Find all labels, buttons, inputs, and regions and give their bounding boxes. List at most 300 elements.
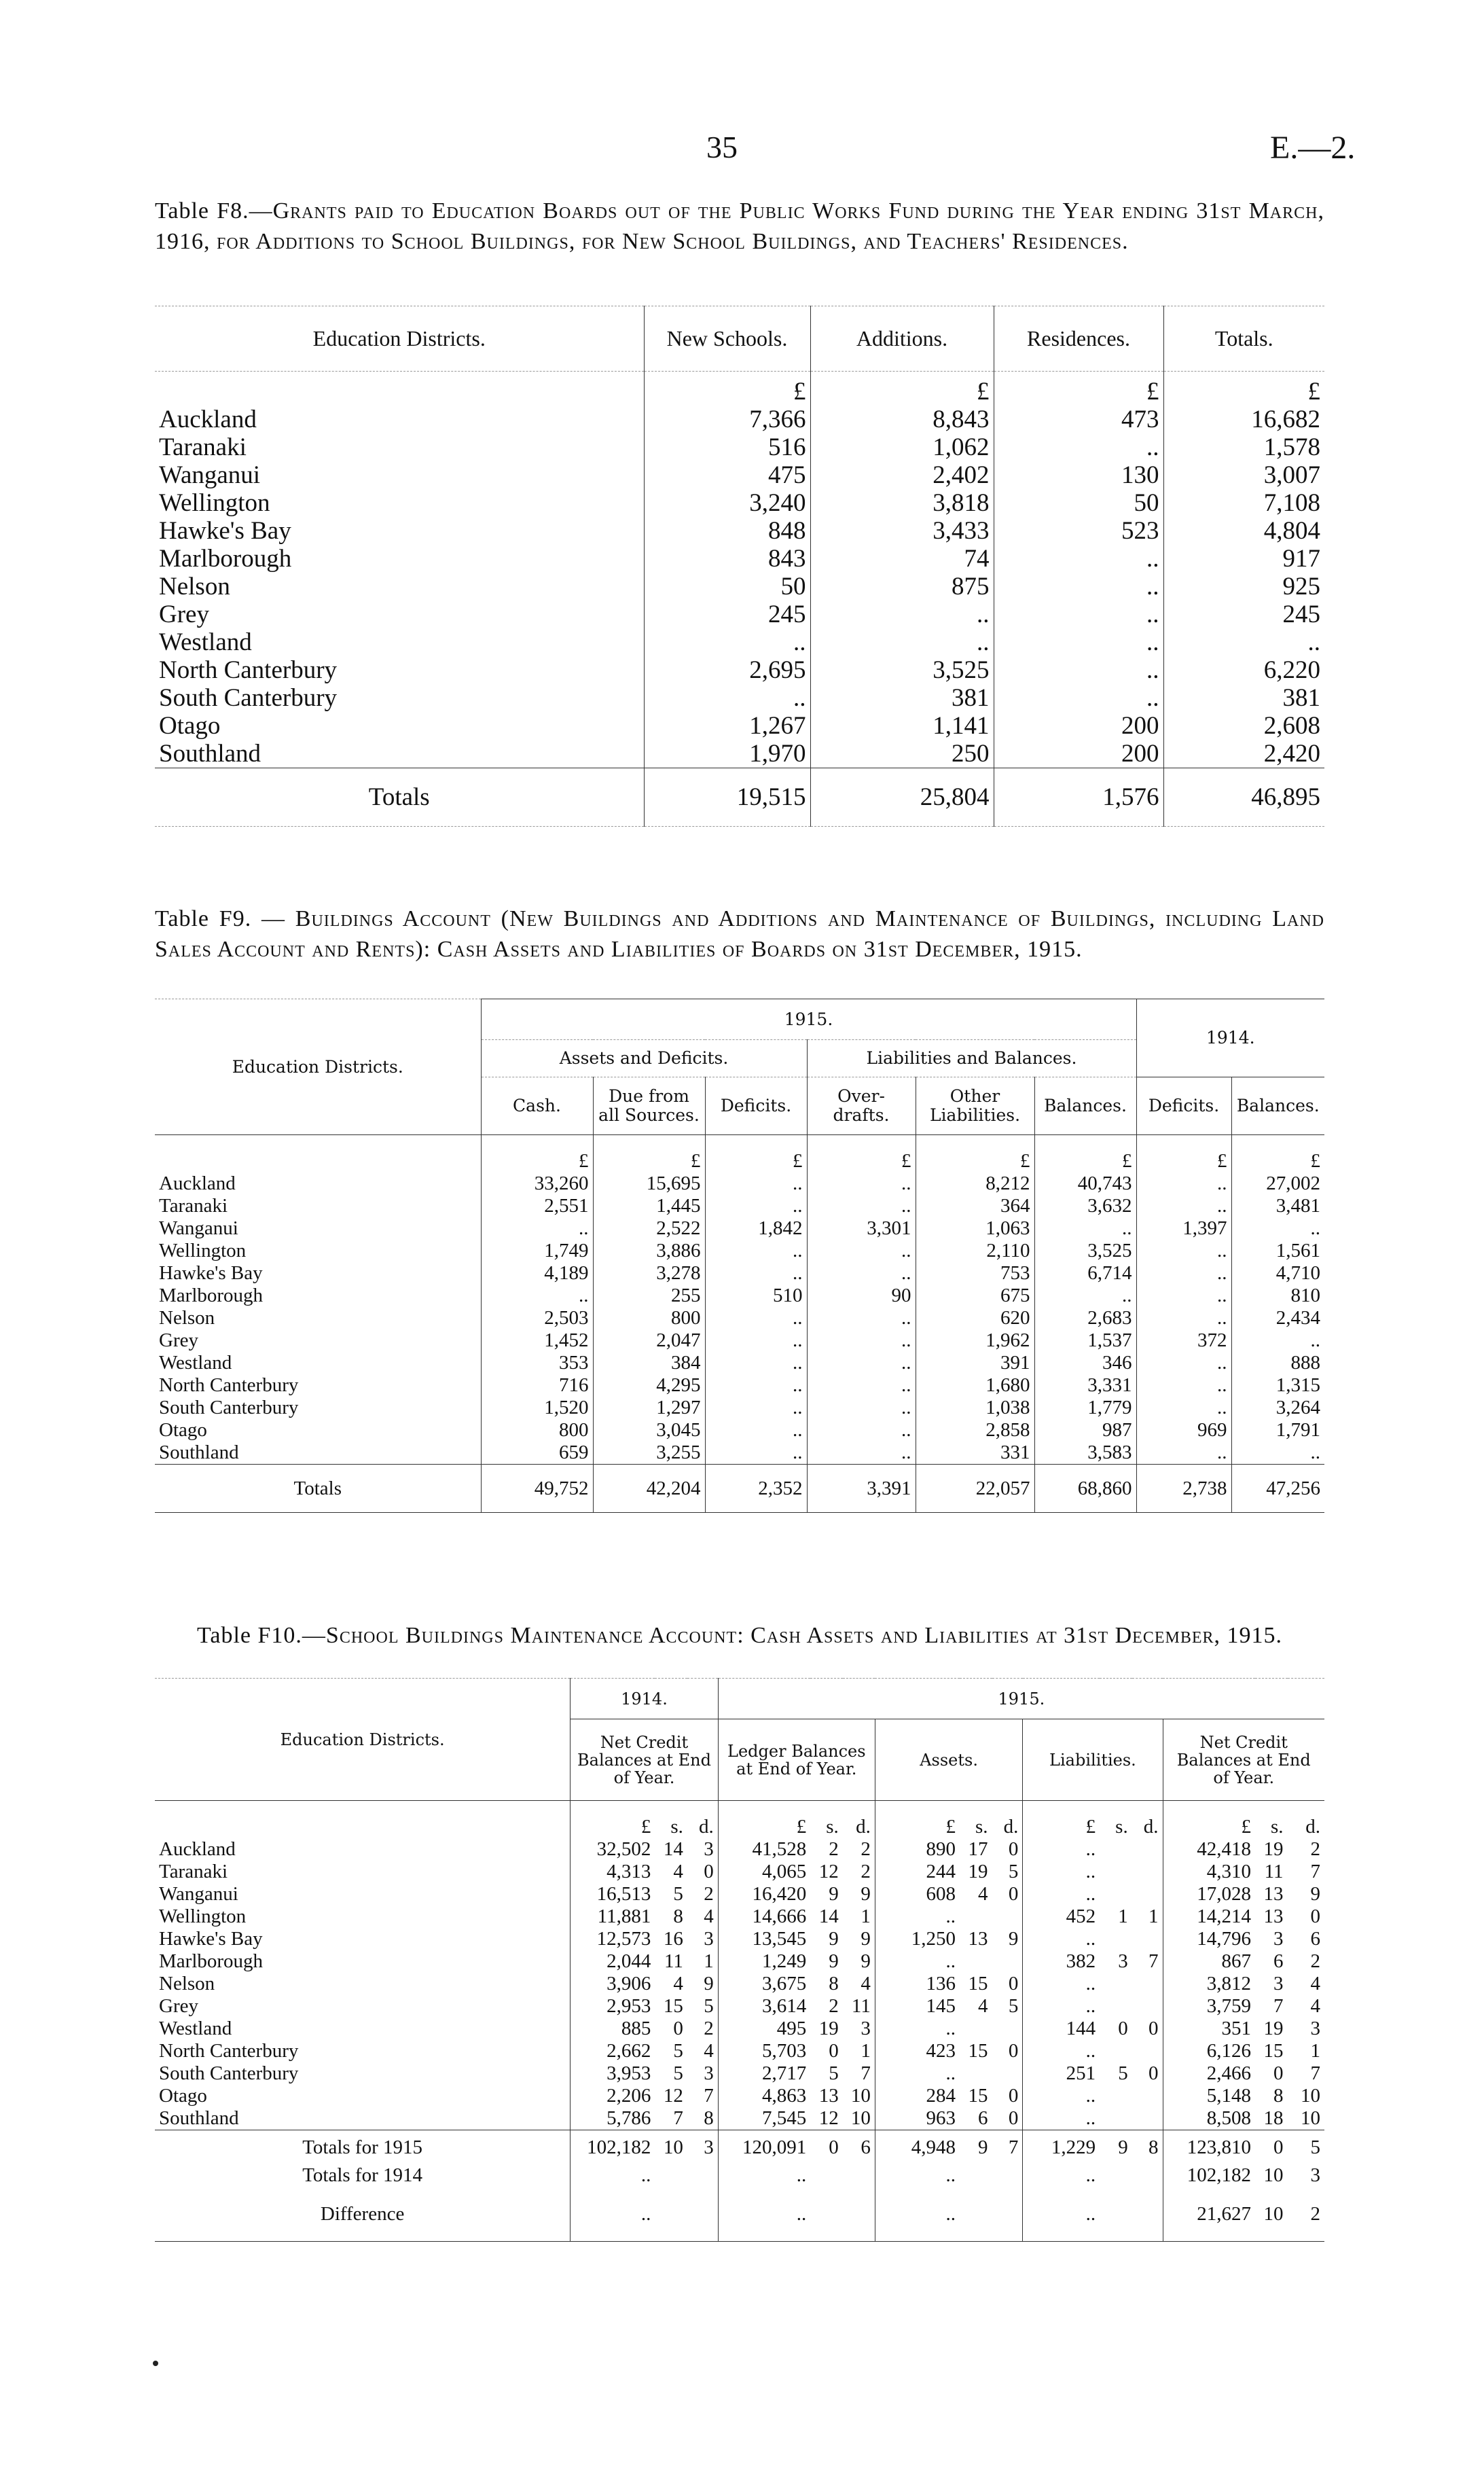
amount-cell: .. bbox=[994, 433, 1163, 461]
summary-cell: .. bbox=[571, 2164, 655, 2187]
amount-cell: 2 bbox=[1310, 1838, 1320, 1860]
amount-cell: 0 bbox=[1008, 2085, 1019, 2107]
district-name: North Canterbury bbox=[159, 2040, 299, 2062]
summary-cell: 1,229 bbox=[1023, 2130, 1100, 2165]
amount-cell: 2,402 bbox=[810, 461, 994, 489]
table-row bbox=[155, 517, 1324, 545]
amount-cell: 5 bbox=[673, 2040, 683, 2062]
amount-cell: 5,786 bbox=[571, 2107, 655, 2130]
amount-cell: 0 bbox=[1148, 2018, 1159, 2039]
table-f8-title: —Grants paid to Education Boards out of the Public Works Fund during the Year ending 31st March, 1916, for Additions to School Buildings, for New School Buildings, and Teachers' Residences. bbox=[155, 198, 1324, 254]
amount-cell: .. bbox=[1023, 2040, 1100, 2062]
amount-cell: 3,240 bbox=[644, 489, 810, 517]
amount-cell: 353 bbox=[481, 1352, 593, 1374]
district-name: Marlborough bbox=[159, 1950, 264, 1972]
amount-cell: 8,843 bbox=[810, 406, 994, 433]
amount-cell: 8 bbox=[673, 1905, 683, 1927]
table-f8 bbox=[155, 306, 1324, 827]
amount-cell: 144 bbox=[1023, 2018, 1100, 2040]
amount-cell: .. bbox=[1023, 1995, 1100, 2018]
amount-cell: .. bbox=[705, 1240, 807, 1262]
table-row bbox=[155, 1173, 1324, 1195]
amount-cell: 9 bbox=[704, 1973, 714, 1994]
amount-cell bbox=[1100, 2107, 1132, 2130]
summary-cell: 9 bbox=[960, 2130, 992, 2165]
amount-cell: .. bbox=[1136, 1240, 1231, 1262]
amount-cell: 9 bbox=[829, 1928, 839, 1950]
amount-cell: .. bbox=[1034, 1217, 1136, 1240]
table-row bbox=[155, 1861, 1324, 1883]
amount-cell: .. bbox=[994, 684, 1163, 712]
amount-cell: .. bbox=[807, 1419, 916, 1442]
amount-cell: 5,148 bbox=[1163, 2085, 1255, 2107]
amount-cell: 16 bbox=[663, 1928, 683, 1950]
summary-cell bbox=[1132, 2164, 1163, 2187]
amount-cell: 14 bbox=[663, 1838, 683, 1860]
amount-cell: .. bbox=[644, 628, 810, 656]
f9-column-header: Other Liabilities. bbox=[916, 1077, 1034, 1135]
amount-cell: 1 bbox=[1118, 1905, 1128, 1927]
lsd-label: d. bbox=[699, 1816, 714, 1838]
amount-cell: 12 bbox=[818, 2107, 839, 2129]
lsd-label: £ bbox=[875, 1801, 960, 1839]
amount-cell: .. bbox=[705, 1374, 807, 1397]
amount-cell: 8 bbox=[1273, 2085, 1284, 2107]
amount-cell: 867 bbox=[1163, 1950, 1255, 1973]
amount-cell: 4 bbox=[978, 1883, 988, 1905]
district-name: Wanganui bbox=[159, 461, 261, 489]
summary-row bbox=[155, 2130, 1324, 2165]
summary-row bbox=[155, 2187, 1324, 2242]
table-row bbox=[155, 740, 1324, 768]
lsd-label: s. bbox=[826, 1816, 839, 1838]
district-name: Southland bbox=[159, 2107, 239, 2129]
amount-cell: .. bbox=[644, 684, 810, 712]
amount-cell: 40,743 bbox=[1034, 1173, 1136, 1195]
amount-cell: 3,433 bbox=[810, 517, 994, 545]
amount-cell: 0 bbox=[1008, 2107, 1019, 2129]
district-name: Grey bbox=[159, 1995, 198, 2017]
amount-cell: 136 bbox=[875, 1973, 960, 1995]
amount-cell: 5 bbox=[829, 2062, 839, 2084]
amount-cell: 523 bbox=[994, 517, 1163, 545]
totals-row bbox=[155, 768, 1324, 827]
amount-cell: 917 bbox=[1163, 545, 1324, 573]
amount-cell: .. bbox=[807, 1352, 916, 1374]
amount-cell: 1,680 bbox=[916, 1374, 1034, 1397]
district-name: Wellington bbox=[159, 1240, 247, 1262]
amount-cell: .. bbox=[705, 1307, 807, 1329]
amount-cell: 200 bbox=[994, 740, 1163, 768]
table-row bbox=[155, 1950, 1324, 1973]
total-cell: 3,391 bbox=[807, 1465, 916, 1513]
f10-column-header: Net Credit Balances at End of Year. bbox=[1163, 1719, 1324, 1801]
amount-cell: 15 bbox=[968, 2085, 988, 2107]
amount-cell: .. bbox=[994, 628, 1163, 656]
district-name: North Canterbury bbox=[159, 1374, 299, 1396]
table-row bbox=[155, 433, 1324, 461]
amount-cell: 4 bbox=[673, 1973, 683, 1994]
amount-cell: 7,108 bbox=[1163, 489, 1324, 517]
district-name: North Canterbury bbox=[159, 656, 338, 684]
district-name: Otago bbox=[159, 712, 221, 740]
summary-cell: 123,810 bbox=[1163, 2130, 1255, 2165]
amount-cell bbox=[1132, 1861, 1163, 1883]
amount-cell: .. bbox=[875, 2018, 960, 2040]
amount-cell: .. bbox=[705, 1397, 807, 1419]
amount-cell: 6,220 bbox=[1163, 656, 1324, 684]
amount-cell: 9 bbox=[861, 1928, 871, 1950]
amount-cell: 1,452 bbox=[481, 1329, 593, 1352]
amount-cell: 3,264 bbox=[1231, 1397, 1324, 1419]
amount-cell: .. bbox=[807, 1195, 916, 1217]
amount-cell: 810 bbox=[1231, 1285, 1324, 1307]
amount-cell: 19 bbox=[818, 2018, 839, 2039]
amount-cell: .. bbox=[481, 1217, 593, 1240]
f10-header-districts: Education Districts. bbox=[155, 1679, 571, 1801]
amount-cell: 42,418 bbox=[1163, 1838, 1255, 1861]
lsd-label: £ bbox=[1023, 1801, 1100, 1839]
table-row bbox=[155, 406, 1324, 433]
amount-cell: 620 bbox=[916, 1307, 1034, 1329]
district-name: Westland bbox=[159, 2018, 232, 2039]
lsd-label: £ bbox=[1163, 1801, 1255, 1839]
summary-cell: .. bbox=[1023, 2164, 1100, 2187]
amount-cell: 2,662 bbox=[571, 2040, 655, 2062]
totals-label: Totals bbox=[155, 768, 644, 827]
amount-cell bbox=[960, 2062, 992, 2085]
currency-label: £ bbox=[593, 1135, 705, 1173]
currency-label: £ bbox=[1136, 1135, 1231, 1173]
district-name: Westland bbox=[159, 628, 252, 656]
amount-cell: 13 bbox=[1263, 1883, 1284, 1905]
amount-cell: 3,525 bbox=[810, 656, 994, 684]
amount-cell: 888 bbox=[1231, 1352, 1324, 1374]
f10-header-1915: 1915. bbox=[718, 1679, 1324, 1719]
total-cell: 49,752 bbox=[481, 1465, 593, 1513]
amount-cell: 3 bbox=[1118, 1950, 1128, 1972]
district-name: Southland bbox=[159, 1442, 239, 1463]
amount-cell: .. bbox=[705, 1329, 807, 1352]
amount-cell: 27,002 bbox=[1231, 1173, 1324, 1195]
total-cell: 25,804 bbox=[810, 768, 994, 827]
table-row bbox=[155, 2062, 1324, 2085]
amount-cell bbox=[1132, 2107, 1163, 2130]
amount-cell: 3 bbox=[1273, 1973, 1284, 1994]
amount-cell: .. bbox=[1034, 1285, 1136, 1307]
f9-header-districts: Education Districts. bbox=[155, 999, 481, 1135]
header-totals: Totals. bbox=[1163, 306, 1324, 372]
amount-cell: .. bbox=[807, 1262, 916, 1285]
amount-cell: 3,812 bbox=[1163, 1973, 1255, 1995]
amount-cell: 10 bbox=[1301, 2107, 1320, 2129]
amount-cell: 1,749 bbox=[481, 1240, 593, 1262]
amount-cell: 1,038 bbox=[916, 1397, 1034, 1419]
amount-cell: .. bbox=[705, 1442, 807, 1465]
district-name: Taranaki bbox=[159, 433, 247, 461]
summary-cell: 4,948 bbox=[875, 2130, 960, 2165]
header-additions: Additions. bbox=[810, 306, 994, 372]
amount-cell: 9 bbox=[829, 1950, 839, 1972]
summary-cell: 120,091 bbox=[718, 2130, 810, 2165]
amount-cell: 200 bbox=[994, 712, 1163, 740]
table-row bbox=[155, 461, 1324, 489]
f10-column-header: Net Credit Balances at End of Year. bbox=[571, 1719, 719, 1801]
amount-cell: .. bbox=[875, 1905, 960, 1928]
amount-cell: 0 bbox=[1148, 2062, 1159, 2084]
amount-cell: 19 bbox=[1263, 2018, 1284, 2039]
amount-cell: 1 bbox=[704, 1950, 714, 1972]
amount-cell: 12,573 bbox=[571, 1928, 655, 1950]
amount-cell: 3,675 bbox=[718, 1973, 810, 1995]
summary-cell: .. bbox=[571, 2187, 655, 2242]
amount-cell: 0 bbox=[1273, 2062, 1284, 2084]
f10-column-header: Ledger Balances at End of Year. bbox=[718, 1719, 875, 1801]
table-row bbox=[155, 1397, 1324, 1419]
amount-cell: .. bbox=[1136, 1173, 1231, 1195]
summary-row bbox=[155, 2164, 1324, 2187]
amount-cell: 1,537 bbox=[1034, 1329, 1136, 1352]
totals-row bbox=[155, 1465, 1324, 1513]
amount-cell: .. bbox=[807, 1374, 916, 1397]
amount-cell: 5,703 bbox=[718, 2040, 810, 2062]
amount-cell: 1,397 bbox=[1136, 1217, 1231, 1240]
amount-cell: 2 bbox=[829, 1995, 839, 2017]
amount-cell: 2,953 bbox=[571, 1995, 655, 2018]
amount-cell: 331 bbox=[916, 1442, 1034, 1465]
currency-label: £ bbox=[807, 1135, 916, 1173]
district-name: Nelson bbox=[159, 573, 230, 601]
summary-cell: 10 bbox=[1263, 2164, 1284, 2186]
summary-cell bbox=[1132, 2187, 1163, 2242]
amount-cell: 716 bbox=[481, 1374, 593, 1397]
amount-cell: 800 bbox=[481, 1419, 593, 1442]
amount-cell: 32,502 bbox=[571, 1838, 655, 1861]
amount-cell: .. bbox=[875, 2062, 960, 2085]
amount-cell: 1,791 bbox=[1231, 1419, 1324, 1442]
table-row bbox=[155, 1307, 1324, 1329]
amount-cell: 1,250 bbox=[875, 1928, 960, 1950]
amount-cell: .. bbox=[807, 1397, 916, 1419]
amount-cell: 3,301 bbox=[807, 1217, 916, 1240]
f9-column-header: Balances. bbox=[1034, 1077, 1136, 1135]
amount-cell: 90 bbox=[807, 1285, 916, 1307]
amount-cell: 14 bbox=[818, 1905, 839, 1927]
summary-cell: .. bbox=[718, 2164, 810, 2187]
amount-cell: 17 bbox=[968, 1838, 988, 1860]
amount-cell: 2 bbox=[861, 1838, 871, 1860]
amount-cell: 50 bbox=[644, 573, 810, 601]
table-row bbox=[155, 1995, 1324, 2018]
amount-cell: 7 bbox=[861, 2062, 871, 2084]
f9-column-header: Cash. bbox=[481, 1077, 593, 1135]
summary-cell: 0 bbox=[810, 2130, 843, 2165]
total-cell: 42,204 bbox=[593, 1465, 705, 1513]
amount-cell: 18 bbox=[1263, 2107, 1284, 2129]
f10-column-header: Assets. bbox=[875, 1719, 1023, 1801]
amount-cell: .. bbox=[1023, 1861, 1100, 1883]
amount-cell: 2,551 bbox=[481, 1195, 593, 1217]
summary-label: Difference bbox=[155, 2187, 571, 2242]
amount-cell: 3,007 bbox=[1163, 461, 1324, 489]
summary-cell: 2 bbox=[1288, 2187, 1324, 2242]
district-name: South Canterbury bbox=[159, 684, 338, 712]
amount-cell bbox=[1100, 1995, 1132, 2018]
amount-cell: 5 bbox=[704, 1995, 714, 2017]
amount-cell: 9 bbox=[829, 1883, 839, 1905]
total-cell: 1,576 bbox=[994, 768, 1163, 827]
amount-cell: 41,528 bbox=[718, 1838, 810, 1861]
amount-cell: 1,249 bbox=[718, 1950, 810, 1973]
amount-cell: 130 bbox=[994, 461, 1163, 489]
amount-cell: 1,779 bbox=[1034, 1397, 1136, 1419]
summary-cell: 6 bbox=[843, 2130, 875, 2165]
amount-cell: 0 bbox=[1008, 2040, 1019, 2062]
amount-cell: 0 bbox=[1310, 1905, 1320, 1927]
amount-cell: .. bbox=[1136, 1374, 1231, 1397]
amount-cell: 1,970 bbox=[644, 740, 810, 768]
amount-cell: 2,434 bbox=[1231, 1307, 1324, 1329]
summary-cell: 3 bbox=[1310, 2164, 1320, 2186]
amount-cell: 3,886 bbox=[593, 1240, 705, 1262]
amount-cell: 0 bbox=[673, 2018, 683, 2039]
header-residences: Residences. bbox=[994, 306, 1163, 372]
amount-cell: 12 bbox=[663, 2085, 683, 2107]
amount-cell: 925 bbox=[1163, 573, 1324, 601]
table-row bbox=[155, 2107, 1324, 2130]
amount-cell: 13 bbox=[818, 2085, 839, 2107]
summary-label: Totals for 1915 bbox=[155, 2130, 571, 2165]
f9-header-assets: Assets and Deficits. bbox=[481, 1040, 807, 1077]
amount-cell: .. bbox=[1163, 628, 1324, 656]
amount-cell: 516 bbox=[644, 433, 810, 461]
amount-cell: 473 bbox=[994, 406, 1163, 433]
amount-cell: 510 bbox=[705, 1285, 807, 1307]
amount-cell bbox=[1132, 1973, 1163, 1995]
district-name: Wanganui bbox=[159, 1883, 238, 1905]
amount-cell: 4 bbox=[978, 1995, 988, 2017]
amount-cell: 1,561 bbox=[1231, 1240, 1324, 1262]
stray-mark bbox=[153, 2361, 158, 2366]
currency-label: £ bbox=[1163, 372, 1324, 406]
table-f9 bbox=[155, 999, 1324, 1513]
lsd-label: d. bbox=[1003, 1816, 1019, 1838]
amount-cell: 2,503 bbox=[481, 1307, 593, 1329]
amount-cell: 885 bbox=[571, 2018, 655, 2040]
table-row bbox=[155, 1442, 1324, 1465]
summary-cell: 10 bbox=[1255, 2187, 1288, 2242]
amount-cell bbox=[1100, 1861, 1132, 1883]
amount-cell: 4,310 bbox=[1163, 1861, 1255, 1883]
total-cell: 22,057 bbox=[916, 1465, 1034, 1513]
summary-cell bbox=[992, 2187, 1023, 2242]
amount-cell: 382 bbox=[1023, 1950, 1100, 1973]
district-name: Wellington bbox=[159, 1905, 247, 1927]
amount-cell: 675 bbox=[916, 1285, 1034, 1307]
amount-cell: 1,297 bbox=[593, 1397, 705, 1419]
amount-cell: 284 bbox=[875, 2085, 960, 2107]
amount-cell: 7 bbox=[704, 2085, 714, 2107]
amount-cell: 2,047 bbox=[593, 1329, 705, 1352]
amount-cell: .. bbox=[807, 1442, 916, 1465]
amount-cell: 7 bbox=[1148, 1950, 1159, 1972]
lsd-label: s. bbox=[1115, 1816, 1128, 1838]
summary-cell: 102,182 bbox=[571, 2130, 655, 2165]
amount-cell: 1,578 bbox=[1163, 433, 1324, 461]
currency-row bbox=[155, 372, 1324, 406]
total-cell: 19,515 bbox=[644, 768, 810, 827]
amount-cell: 1,445 bbox=[593, 1195, 705, 1217]
amount-cell: 4,804 bbox=[1163, 517, 1324, 545]
summary-cell: 0 bbox=[1255, 2130, 1288, 2165]
district-name: Taranaki bbox=[159, 1861, 228, 1882]
amount-cell: 10 bbox=[1301, 2085, 1320, 2107]
amount-cell bbox=[1132, 1928, 1163, 1950]
f10-header-1914: 1914. bbox=[571, 1679, 719, 1719]
amount-cell: 3 bbox=[704, 1928, 714, 1950]
amount-cell: 4 bbox=[861, 1973, 871, 1994]
summary-cell bbox=[810, 2187, 843, 2242]
table-row bbox=[155, 1195, 1324, 1217]
amount-cell: 13 bbox=[968, 1928, 988, 1950]
amount-cell: .. bbox=[1023, 2085, 1100, 2107]
amount-cell: 19 bbox=[968, 1861, 988, 1882]
table-f8-number: Table F8. bbox=[155, 198, 249, 223]
amount-cell: 2,044 bbox=[571, 1950, 655, 1973]
amount-cell: 15 bbox=[968, 2040, 988, 2062]
amount-cell: .. bbox=[1231, 1217, 1324, 1240]
amount-cell: 15 bbox=[968, 1973, 988, 1994]
total-cell: 2,352 bbox=[705, 1465, 807, 1513]
amount-cell: 3,759 bbox=[1163, 1995, 1255, 2018]
district-name: Hawke's Bay bbox=[159, 1928, 263, 1950]
amount-cell: 7 bbox=[1273, 1995, 1284, 2017]
amount-cell: 3 bbox=[1310, 2018, 1320, 2039]
district-name: Marlborough bbox=[159, 1285, 264, 1306]
summary-cell: 3 bbox=[687, 2130, 718, 2165]
amount-cell bbox=[1132, 2085, 1163, 2107]
summary-cell: 102,182 bbox=[1163, 2164, 1255, 2187]
amount-cell: 244 bbox=[875, 1861, 960, 1883]
amount-cell: .. bbox=[1136, 1195, 1231, 1217]
amount-cell: 9 bbox=[1008, 1928, 1019, 1950]
amount-cell: 50 bbox=[994, 489, 1163, 517]
amount-cell: 475 bbox=[644, 461, 810, 489]
page-number: 35 bbox=[706, 130, 738, 164]
amount-cell: 7 bbox=[673, 2107, 683, 2129]
amount-cell: 8 bbox=[829, 1973, 839, 1994]
amount-cell: 5 bbox=[1008, 1995, 1019, 2017]
summary-cell: 8 bbox=[1132, 2130, 1163, 2165]
amount-cell: 245 bbox=[1163, 601, 1324, 628]
amount-cell: 15 bbox=[1263, 2040, 1284, 2062]
summary-cell bbox=[843, 2164, 875, 2187]
district-name: Nelson bbox=[159, 1307, 215, 1329]
amount-cell: .. bbox=[1023, 1838, 1100, 1861]
amount-cell: 4,189 bbox=[481, 1262, 593, 1285]
table-row bbox=[155, 2018, 1324, 2040]
amount-cell: 3 bbox=[861, 2018, 871, 2039]
amount-cell bbox=[1132, 2040, 1163, 2062]
amount-cell: 4,710 bbox=[1231, 1262, 1324, 1285]
amount-cell: 16,420 bbox=[718, 1883, 810, 1905]
amount-cell bbox=[1132, 1883, 1163, 1905]
table-row bbox=[155, 573, 1324, 601]
total-cell: 46,895 bbox=[1163, 768, 1324, 827]
table-row bbox=[155, 545, 1324, 573]
amount-cell: .. bbox=[994, 656, 1163, 684]
amount-cell: 2,608 bbox=[1163, 712, 1324, 740]
